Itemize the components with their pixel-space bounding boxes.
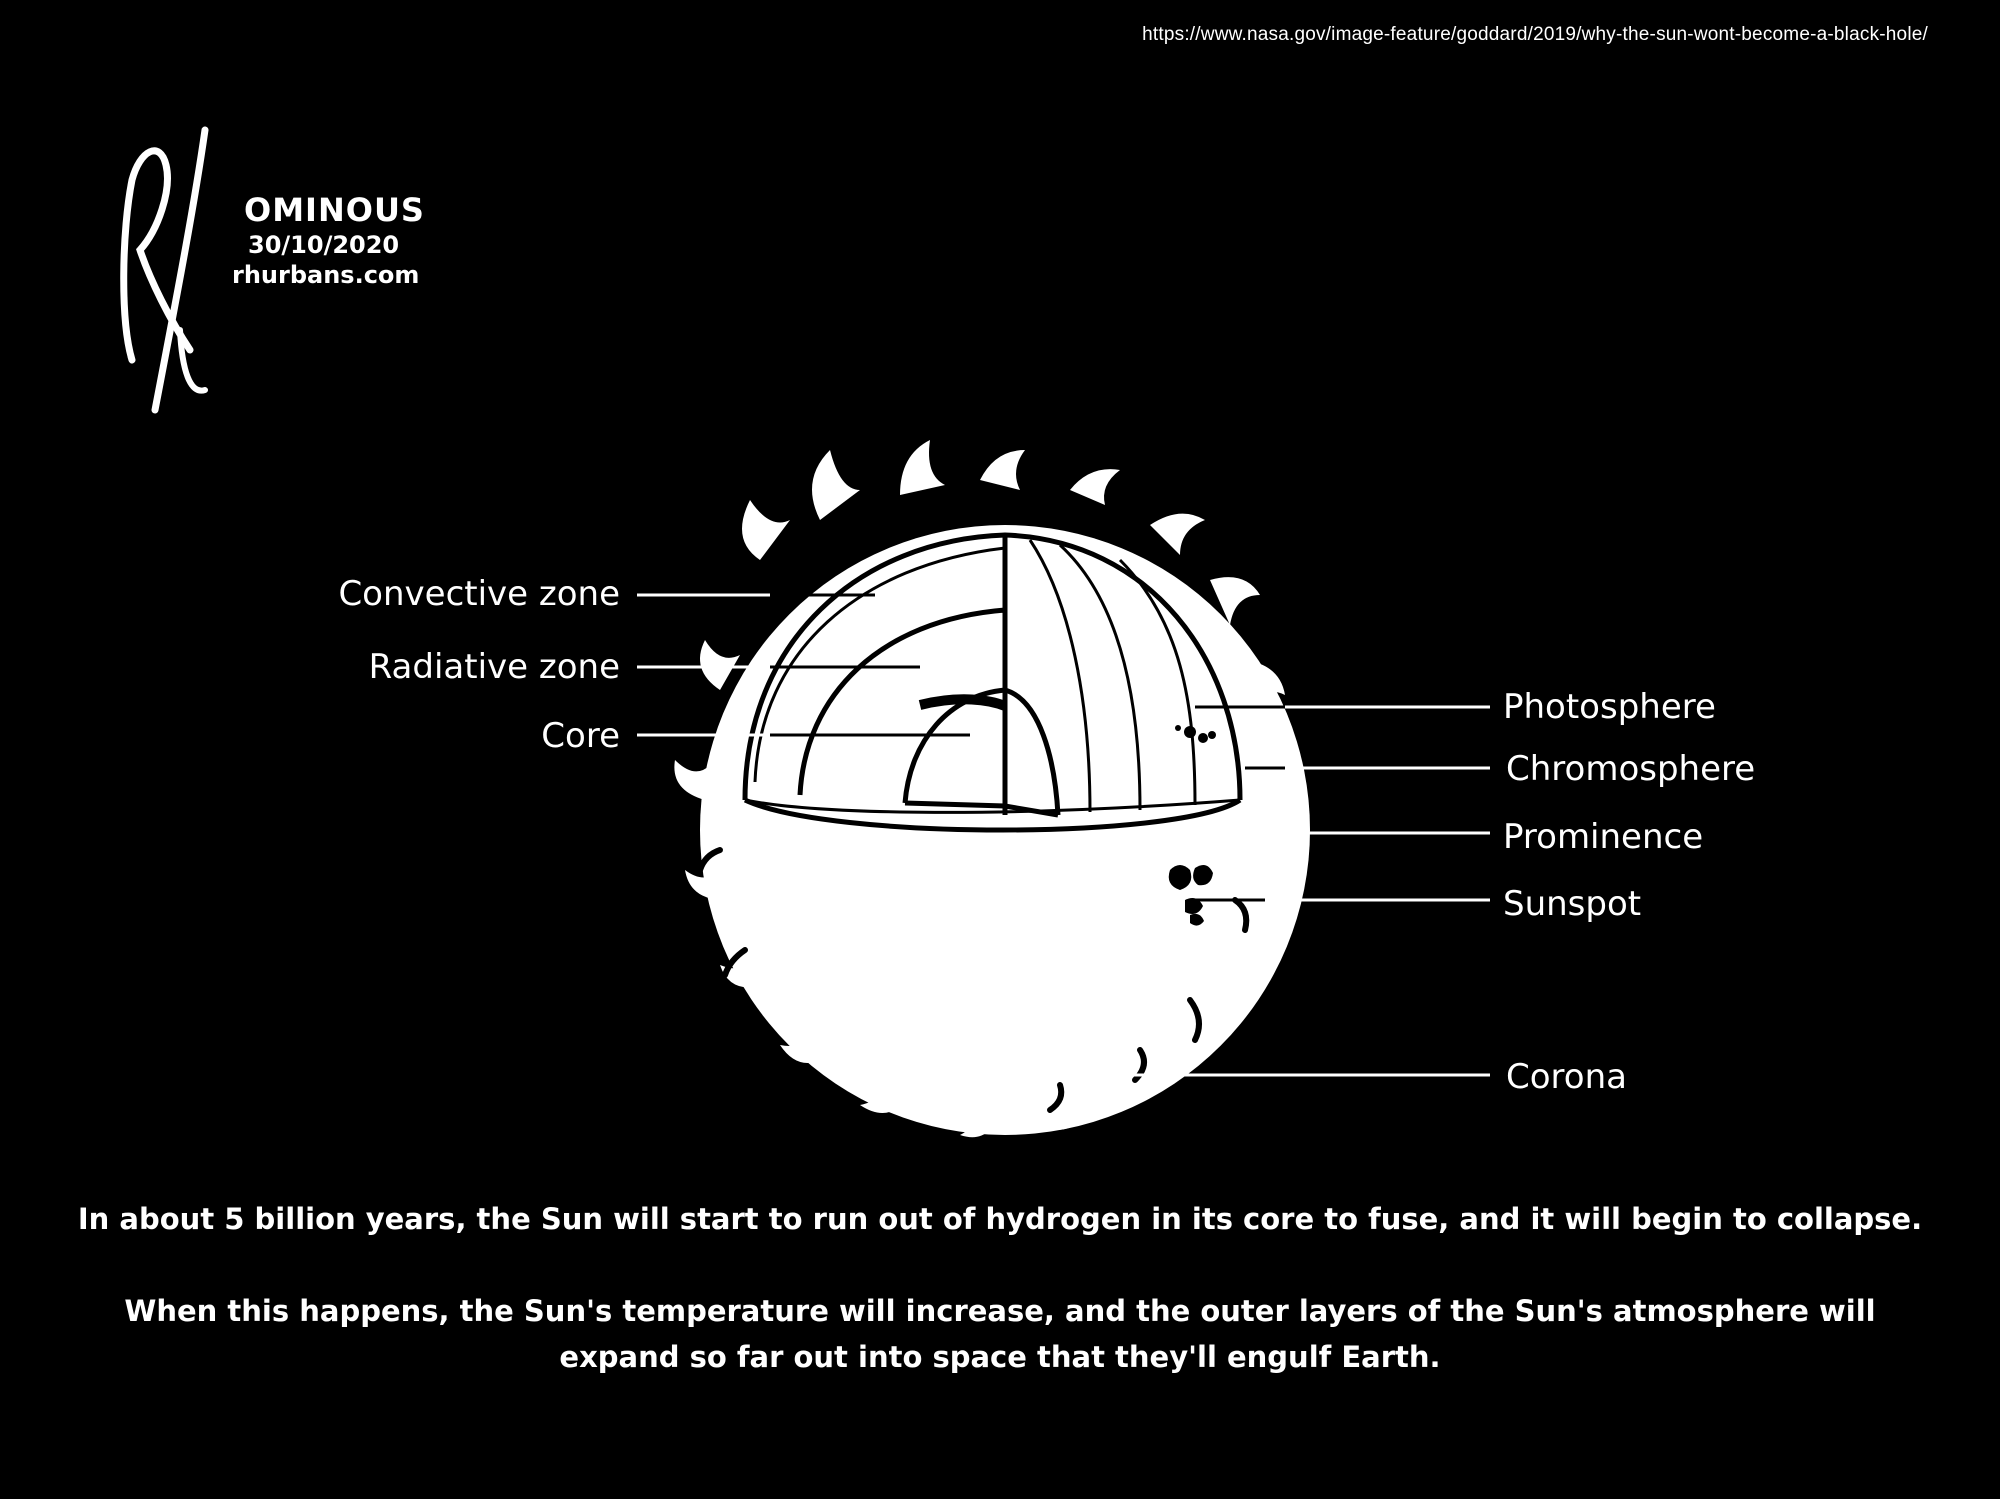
comic-title: OMINOUS — [244, 191, 425, 229]
label-core: Core — [541, 716, 620, 756]
caption-line-1: In about 5 billion years, the Sun will start to run out of hydrogen in its core to fuse, and it will begin to collapse. — [77, 1202, 1923, 1236]
source-url: https://www.nasa.gov/image-feature/goddard/2019/why-the-sun-wont-become-a-black-hole/ — [1142, 24, 1928, 45]
corona-halo — [674, 440, 1310, 1137]
label-chromosphere: Chromosphere — [1506, 749, 1756, 789]
label-radiative-zone: Radiative zone — [368, 647, 620, 687]
label-photosphere: Photosphere — [1503, 687, 1716, 727]
comic-date: 30/10/2020 — [248, 231, 400, 259]
label-prominence: Prominence — [1503, 817, 1704, 857]
label-convective-zone: Convective zone — [338, 574, 620, 614]
comic-website: rhurbans.com — [232, 261, 420, 289]
label-sunspot: Sunspot — [1503, 884, 1642, 924]
caption-line-2: When this happens, the Sun's temperature will increase, and the outer layers of the Sun's atmosphere will expand so far out into space that they'll engulf Earth. — [124, 1294, 1876, 1375]
label-corona: Corona — [1506, 1057, 1627, 1097]
